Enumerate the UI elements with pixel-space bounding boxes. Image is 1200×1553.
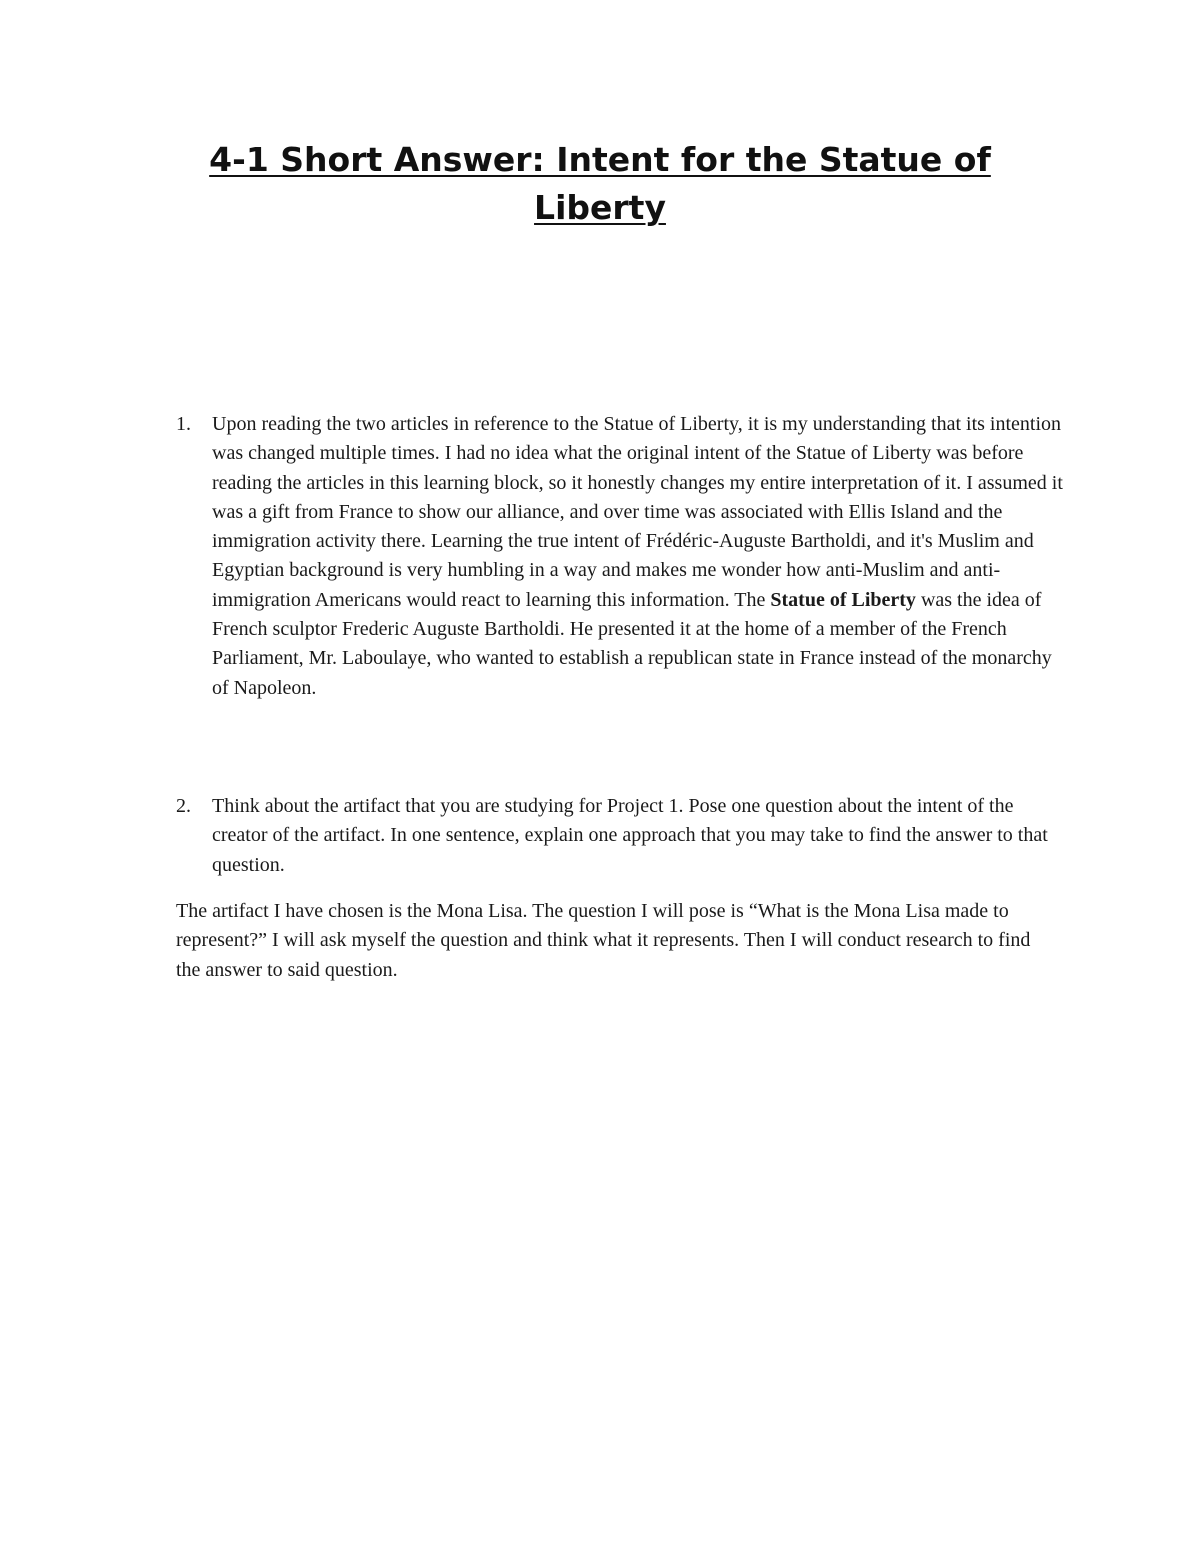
item-1-bold-text: Statue of Liberty [770,588,916,611]
list-item-text [212,410,1066,703]
document-title: 4-1 Short Answer: Intent for the Statue of Liberty [209,140,991,227]
item-1-text-part2: was the idea of French sculptor Frederic Auguste Bartholdi. He presented it at the home of a member of the French Parliament, Mr. Laboulaye, who wanted to establish a republican state in France instead of the monarchy of Napoleon. [212,588,1052,699]
item-1-text-part1: Upon reading the two articles in reference to the Statue of Liberty, it is my understanding that its intention was changed multiple times. I had no idea what the original intent of the Statue of Liberty was before reading the articles in this learning block, so it honestly changes my entire interpretation of it. I assumed it was a gift from France to show our alliance, and over time was associated with Ellis Island and the immigration activity there. Learning the true intent of Frédéric-Auguste Bartholdi, and it's Muslim and Egyptian background is very humbling in a way and makes me wonder how anti-Muslim and anti-immigration Americans would react to learning this information. The [212,413,1063,611]
answer-paragraph: The artifact I have chosen is the Mona Lisa. The question I will pose is “What is the Mona Lisa made to represent?” I will ask myself the question and think what it represents. Then I will conduct research to find the answer to said question. [176,900,1031,981]
list-item-number: 1. [176,413,191,435]
list-item-1 [176,410,1066,703]
list-item-number: 2. [176,795,191,817]
list-item-2 [176,792,1066,880]
list-item-text: Think about the artifact that you are studying for Project 1. Pose one question about the intent of the creator of the artifact. In one sentence, explain one approach that you may take to find the answer to that question. [212,795,1048,876]
